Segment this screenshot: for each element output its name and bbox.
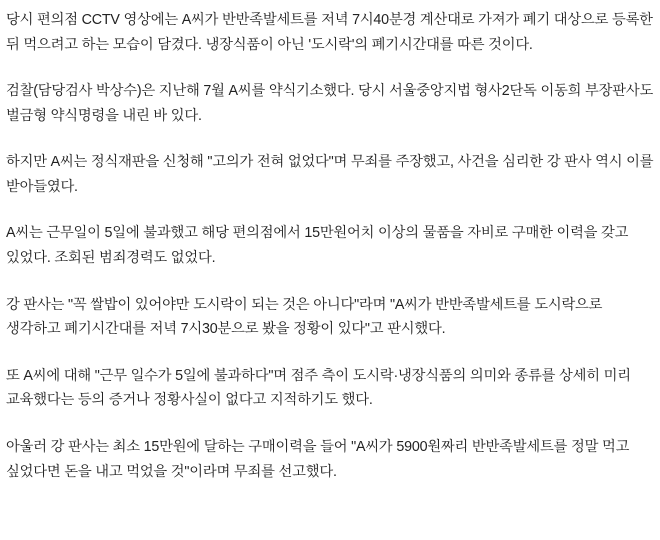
article-paragraph: 또 A씨에 대해 "근무 일수가 5일에 불과하다"며 점주 측이 도시락·냉장식품의 의미와 종류를 상세히 미리 교육했다는 등의 증거나 정황사실이 없다고 지적하기도 했다.: [6, 367, 631, 409]
article-paragraph: A씨는 근무일이 5일에 불과했고 해당 편의점에서 15만원어치 이상의 물품을 자비로 구매한 이력을 갖고 있었다. 조회된 범죄경력도 없었다.: [6, 225, 629, 267]
article-paragraph: 검찰(담당검사 박상수)은 지난해 7월 A씨를 약식기소했다. 당시 서울중앙지법 형사2단독 이동희 부장판사도 벌금형 약식명령을 내린 바 있다.: [6, 83, 654, 124]
article-paragraph: 당시 편의점 CCTV 영상에는 A씨가 반반족발세트를 저녁 7시40분경 계산대로 가져가 폐기 대상으로 등록한 뒤 먹으려고 하는 모습이 담겼다. 냉장식품이 아닌 '도시락'의 폐기시간대를 따른 것이다.: [6, 12, 653, 53]
article-paragraph: 강 판사는 "꼭 쌀밥이 있어야만 도시락이 되는 것은 아니다"라며 "A씨가 반반족발세트를 도시락으로 생각하고 폐기시간대를 저녁 7시30분으로 봤을 정황이 있다"고 판시했다.: [6, 296, 603, 338]
article-paragraph: 하지만 A씨는 정식재판을 신청해 "고의가 전혀 없었다"며 무죄를 주장했고, 사건을 심리한 강 판사 역시 이를 받아들였다.: [6, 154, 654, 195]
article-paragraph: 아울러 강 판사는 최소 15만원에 달하는 구매이력을 들어 "A씨가 5900원짜리 반반족발세트를 정말 먹고 싶었다면 돈을 내고 먹었을 것"이라며 무죄를 선고했다.: [6, 438, 630, 480]
